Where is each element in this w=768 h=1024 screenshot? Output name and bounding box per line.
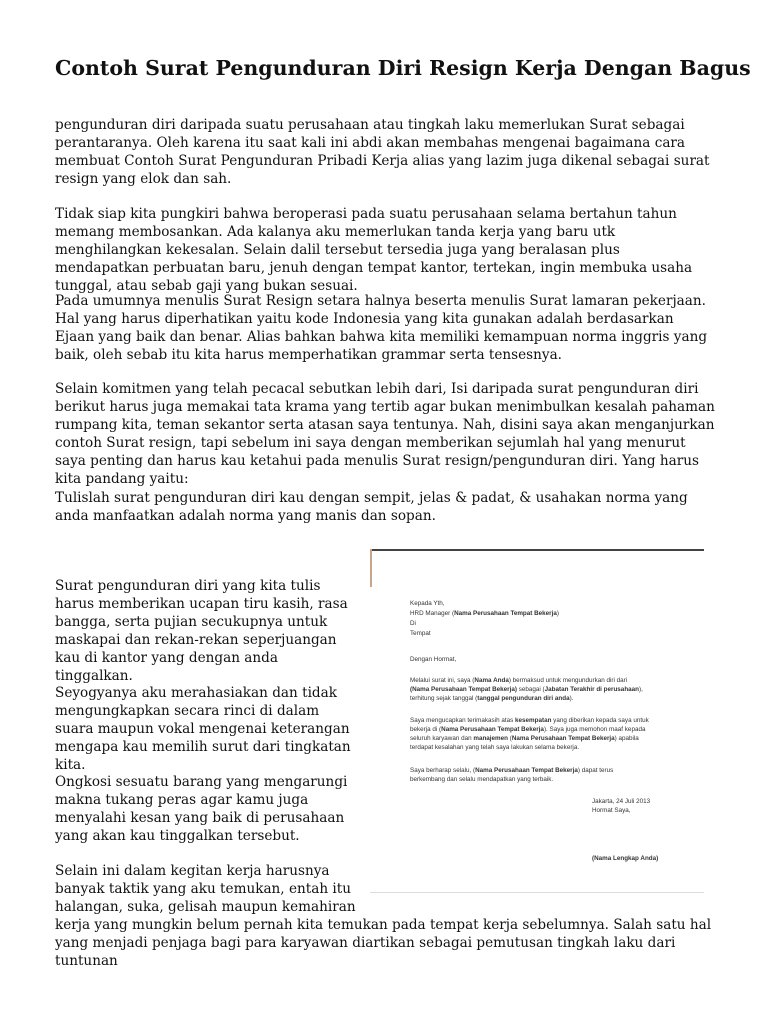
paragraph-4: Selain komitmen yang telah pecacal sebutkan lebih dari, Isi daripada surat pengunduran diri berikut harus juga memakai tata krama yang tertib agar bukan menimbulkan kesalah pahaman rumpang kita, teman sekantor serta atasan saya tentunya. Nah, disini saya akan menganjurkan contoh Surat resign, tapi sebelum ini saya dengan memberikan sejumlah hal yang menurut saya penting dan harus kau ketahui pada menulis Surat resign/pengunduran diri. Yang harus kita pandang yaitu: <box>55 381 715 487</box>
letter-greeting: Dengan Hormat, <box>410 656 457 663</box>
letter-hrd-line: HRD Manager (Nama Perusahaan Tempat Bekerja) <box>410 610 559 617</box>
letter-bottom-border <box>370 892 704 893</box>
letter-closing: Hormat Saya, <box>592 807 631 814</box>
letter-sample-image <box>370 549 704 893</box>
letter-p1-line2: (Nama Perusahaan Tempat Bekerja) sebagai (Jabatan Terakhir di perusahaan), <box>410 686 643 693</box>
paragraph-3: Pada umumnya menulis Surat Resign setara halnya beserta menulis Surat lamaran pekerjaan. Hal yang harus diperhatikan yaitu kode Indonesia yang kita gunakan adalah berdasarkan Ejaan yang baik dan benar. Alias bahkan bahwa kita memiliki kemampuan norma inggris yang baik, oleh sebab itu kita harus memperhatikan grammar serta tensesnya. <box>55 293 708 363</box>
column-paragraph-2: Seyogyanya aku merahasiakan dan tidak mengungkapkan secara rinci di dalam suara maupun vokal mengenai keterangan mengapa kau memilih surut dari tingkatan kita. <box>55 685 351 773</box>
letter-p2-line4: terdapat kesalahan yang telah saya lakukan selama bekerja. <box>410 744 580 751</box>
letter-p2-line2: bekerja di (Nama Perusahaan Tempat Bekerja). Saya juga memohon maaf kepada <box>410 726 646 733</box>
column-paragraph-3: Ongkosi sesuatu barang yang mengarungi makna tukang peras agar kamu juga menyalahi kesan yang baik di perusahaan yang akan kau tinggalkan tersebut. <box>55 774 348 844</box>
letter-p1-line1: Melalui surat ini, saya (Nama Anda) bermaksud untuk mengundurkan diri dari <box>410 677 628 684</box>
paragraph-5: Tulislah surat pengunduran diri kau dengan sempit, jelas & padat, & usahakan norma yang anda manfaatkan adalah norma yang manis dan sopan. <box>55 490 688 524</box>
letter-recipient: Kepada Yth, <box>410 600 445 607</box>
letter-p2-line1: Saya mengucapkan terimakasih atas kesempatan yang diberikan kepada saya untuk <box>410 717 649 724</box>
continuation-paragraph: kerja yang mungkin belum pernah kita temukan pada tempat kerja sebelumnya. Salah satu hal yang menjadi penjaga bagi para karyawan diartikan sebagai pemutusan tingkah laku dari tuntunan <box>55 917 712 969</box>
letter-tempat: Tempat <box>410 630 431 637</box>
page-title: Contoh Surat Pengunduran Diri Resign Kerja Dengan Bagus <box>55 56 751 80</box>
column-paragraph-4: Selain ini dalam kegitan kerja harusnya banyak taktik yang aku temukan, entah itu halangan, suka, gelisah maupun kemahiran <box>55 863 356 915</box>
paragraph-1: pengunduran diri daripada suatu perusahaan atau tingkah laku memerlukan Surat sebagai perantaranya. Oleh karena itu saat kali ini abdi akan membahas mengenai bagaimana cara membuat Contoh Surat Pengunduran Pribadi Kerja alias yang lazim juga dikenal sebagai surat resign yang elok dan sah. <box>55 117 710 187</box>
letter-signature: (Nama Lengkap Anda) <box>592 855 659 862</box>
letter-di: Di <box>410 620 416 627</box>
paragraph-2: Tidak siap kita pungkiri bahwa beroperasi pada suatu perusahaan selama bertahun tahun memang membosankan. Ada kalanya aku memerlukan tanda kerja yang baru utk menghilangkan kekesalan. Selain dalil tersebut tersedia juga yang beralasan plus mendapatkan perbuatan baru, jenuh dengan tempat kantor, tertekan, ingin membuka usaha tunggal, atau sebab gaji yang bukan sesuai. <box>55 206 693 294</box>
column-paragraph-1: Surat pengunduran diri yang kita tulis harus memberikan ucapan tiru kasih, rasa bangga, serta pujian secukupnya untuk maskapai dan rekan-rekan seperjuangan kau di kantor yang dengan anda tinggalkan. <box>55 578 348 684</box>
letter-p3-line2: berkembang dan selalu mendapatkan yang terbaik. <box>410 776 554 783</box>
letter-date: Jakarta, 24 Juli 2013 <box>592 798 651 805</box>
letter-p1-line3: terhitung sejak tanggal (tanggal pengunduran diri anda). <box>410 695 574 702</box>
letter-p3-line1: Saya berharap selalu, (Nama Perusahaan Tempat Bekerja) dapat terus <box>410 767 614 774</box>
letter-top-border <box>370 549 704 551</box>
letter-p2-line3: seluruh karyawan dan manajemen (Nama Perusahaan Tempat Bekerja) apabila <box>410 735 639 742</box>
letter-left-shadow <box>370 549 372 587</box>
